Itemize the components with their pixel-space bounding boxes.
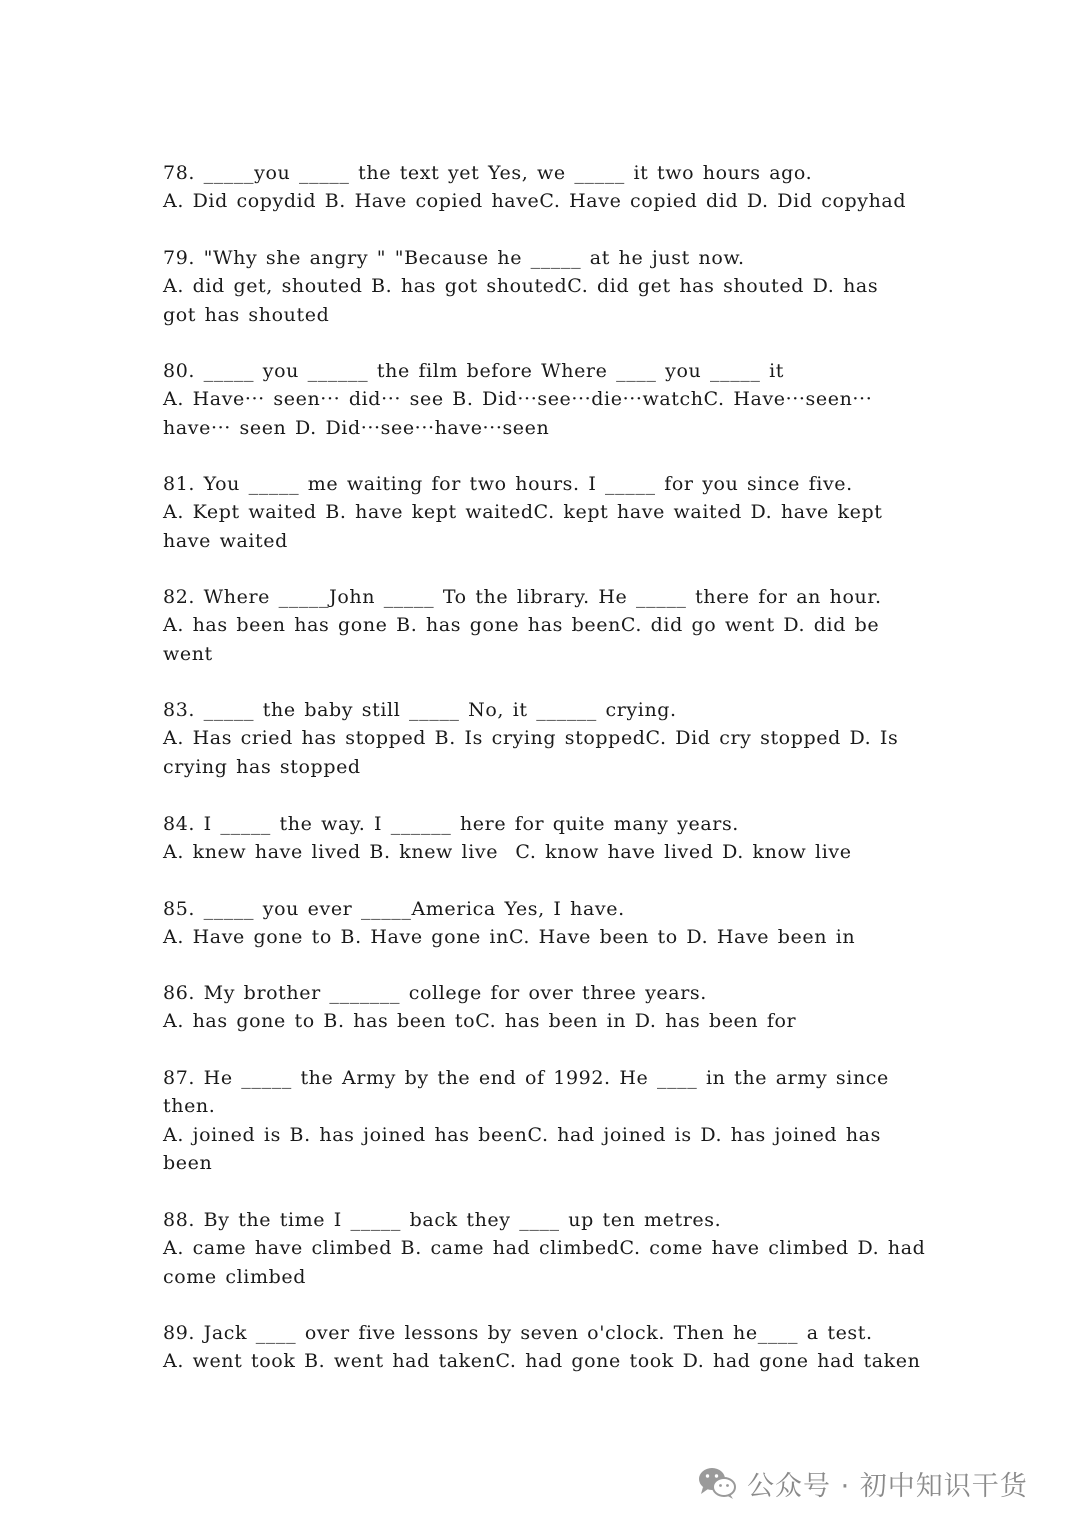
question-options: A. has been has gone B. has gone has beenC. did go went D. did be (163, 614, 880, 637)
question-options: A. came have climbed B. came had climbedC. come have climbed D. had (163, 1237, 926, 1260)
question-options: went (163, 642, 213, 665)
question-stem: 86. My brother _______ college for over three years. (163, 982, 707, 1004)
question-stem: then. (163, 1095, 216, 1118)
question-options: A. joined is B. has joined has beenC. had joined is D. has joined has (163, 1123, 881, 1146)
question-options: A. Have··· seen··· did··· see B. Did···see···die···watchC. Have···seen··· (163, 388, 873, 411)
question-78 (163, 159, 923, 216)
question-87 (163, 1064, 923, 1177)
question-86 (163, 979, 923, 1036)
question-options: come climbed (163, 1265, 306, 1288)
question-84 (163, 810, 923, 867)
question-options: A. Have gone to B. Have gone inC. Have been to D. Have been in (163, 926, 856, 949)
question-89 (163, 1319, 923, 1376)
question-options: have··· seen D. Did···see···have···seen (163, 416, 550, 439)
question-options: crying has stopped (163, 755, 361, 778)
question-stem: 87. He _____ the Army by the end of 1992. He ____ in the army since (163, 1067, 889, 1089)
question-stem: 80. _____ you ______ the film before Where ____ you _____ it (163, 360, 785, 382)
question-stem: 81. You _____ me waiting for two hours. I _____ for you since five. (163, 473, 853, 495)
question-80 (163, 357, 923, 442)
question-stem: 85. _____ you ever _____America Yes, I have. (163, 898, 625, 920)
watermark (697, 1461, 1028, 1505)
question-options: have waited (163, 529, 288, 552)
question-options: A. Has cried has stopped B. Is crying stoppedC. Did cry stopped D. Is (163, 727, 899, 750)
question-options: A. Did copydid B. Have copied haveC. Have copied did D. Did copyhad (163, 190, 907, 213)
question-83 (163, 696, 923, 781)
question-88 (163, 1206, 926, 1291)
question-79 (163, 244, 923, 329)
question-81 (163, 470, 923, 555)
question-options: A. Kept waited B. have kept waitedC. kept have waited D. have kept (163, 501, 883, 524)
question-options: A. went took B. went had takenC. had gone took D. had gone had taken (163, 1350, 921, 1373)
question-options: been (163, 1151, 213, 1174)
question-stem: 82. Where _____John _____ To the library. He _____ there for an hour. (163, 586, 882, 608)
question-options: A. knew have lived B. knew live C. know have lived D. know live (163, 841, 852, 864)
question-stem: 84. I _____ the way. I ______ here for quite many years. (163, 813, 739, 835)
question-options: A. has gone to B. has been toC. has been in D. has been for (163, 1010, 797, 1033)
question-stem: 83. _____ the baby still _____ No, it ______ crying. (163, 699, 677, 721)
question-stem: 79. "Why she angry " "Because he _____ at he just now. (163, 247, 745, 269)
question-options: A. did get, shouted B. has got shoutedC. did get has shouted D. has (163, 275, 879, 298)
question-85 (163, 895, 923, 952)
question-82 (163, 583, 923, 668)
question-options: got has shouted (163, 303, 330, 326)
question-stem: 88. By the time I _____ back they ____ up ten metres. (163, 1209, 722, 1231)
wechat-icon (697, 1465, 737, 1501)
question-stem: 89. Jack ____ over five lessons by seven o'clock. Then he____ a test. (163, 1322, 873, 1344)
question-stem: 78. _____you _____ the text yet Yes, we _____ it two hours ago. (163, 162, 813, 184)
watermark-text: 公众号 · 初中知识干货 (747, 1470, 1028, 1502)
